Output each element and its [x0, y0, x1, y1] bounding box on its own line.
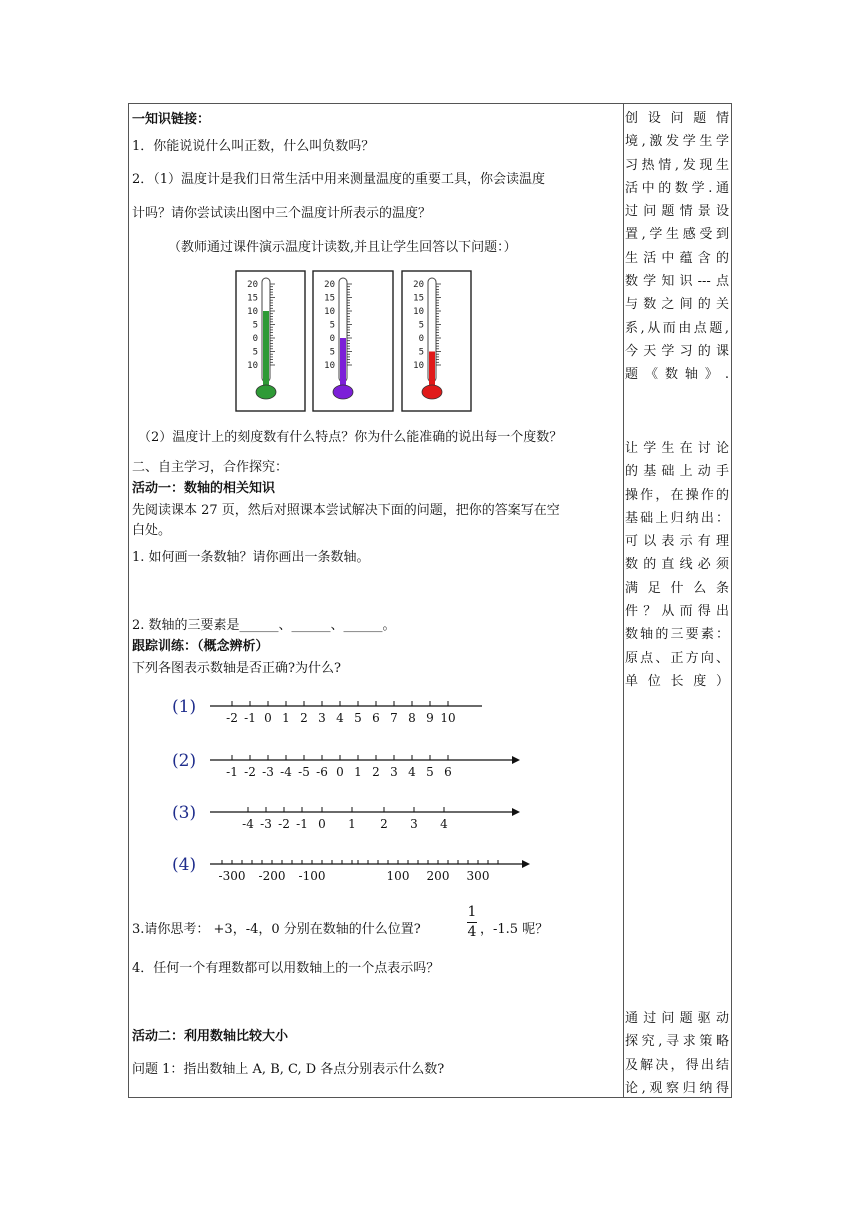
thermometer-bulb	[333, 385, 353, 399]
numline-tick-label: 2	[380, 817, 388, 831]
teacher-note: （教师通过课件演示温度计读数,并且让学生回答以下问题：）	[168, 240, 517, 255]
numline-tick-label: -2	[278, 817, 290, 831]
side-note-line: 原点、正方向、	[625, 650, 729, 666]
thermometer-scale-label: 5	[252, 320, 258, 331]
numline-tick-label: 1	[348, 817, 356, 831]
side-note-line: 通过问题驱动	[625, 1011, 729, 1026]
numline-tick-label: -6	[316, 765, 328, 779]
tracking-question: 下列各图表示数轴是否正确?为什么?	[132, 661, 341, 676]
thermometer-green	[235, 270, 306, 412]
numline-3	[162, 798, 522, 836]
numline-tick-label: 5	[426, 765, 434, 779]
numline-tick-label: 1	[354, 765, 362, 779]
thermometer-scale-label: 0	[418, 334, 424, 344]
side-note-line: 数学知识---点	[625, 274, 729, 290]
fraction-numerator: 1	[467, 904, 477, 920]
numline-tick-label: 200	[426, 869, 450, 883]
side-note-line: 及解决，得出结	[625, 1057, 729, 1073]
side-note-line: 的基础上动手	[625, 464, 729, 480]
numline-tick-label: -1	[244, 711, 256, 725]
side-note-line: 过问题情景设	[625, 204, 729, 220]
thermometer-scale-label: 5	[252, 347, 258, 358]
numline-tick-label: -3	[260, 817, 272, 831]
side-note-2	[625, 437, 729, 693]
read-instruction-line2: 白处。	[132, 523, 172, 538]
activity1-title: 活动一：数轴的相关知识	[132, 481, 276, 496]
fraction-one-quarter	[467, 904, 477, 941]
numline-arrow	[522, 860, 530, 868]
thermometer-scale-label: 10	[413, 361, 424, 371]
side-note-line: 今天学习的课	[625, 343, 729, 359]
numline-tick-label: -2	[226, 711, 238, 725]
side-note-line: 探究,寻求策略	[625, 1034, 729, 1050]
numline-tick-label: -2	[244, 765, 256, 779]
side-note-line: 可以表示有理	[625, 534, 729, 550]
side-note-line: 操作，在操作的	[625, 487, 729, 503]
numline-tick-label: -4	[242, 817, 254, 831]
numline-arrow	[512, 756, 520, 764]
thermometer-scale-label: 10	[324, 307, 335, 317]
thermometer-scale-label: 10	[413, 307, 424, 317]
numline-tick-label: -300	[218, 869, 246, 883]
numline-label: (2)	[172, 751, 197, 771]
question-3-suffix: ，-1.5 呢？	[480, 922, 549, 937]
thermometer-scale-label: 20	[413, 280, 424, 290]
thermometer-scale-label: 20	[324, 280, 335, 290]
numline-label: (1)	[172, 697, 197, 717]
numline-label: (3)	[172, 803, 197, 823]
side-note-line: 习热情,发现生	[625, 157, 729, 173]
numline-tick-label: 9	[426, 711, 434, 725]
section2-title: 二、自主学习，合作探究：	[132, 460, 289, 475]
thermometer-scale-label: 15	[324, 293, 335, 304]
lesson-table	[128, 103, 732, 1098]
main-column	[132, 104, 620, 1097]
numline-tick-label: 300	[466, 869, 490, 883]
tracking-title: 跟踪训练：（概念辨析）	[132, 639, 269, 654]
numline-tick-label: 3	[318, 711, 326, 725]
thermometer-scale-label: 15	[247, 293, 258, 304]
thermometer-scale-label: 20	[247, 280, 258, 290]
side-note-line: 与数之间的关	[625, 297, 729, 313]
fraction-denominator: 4	[467, 924, 477, 940]
side-note-line: 满足什么条	[625, 580, 729, 596]
activity1-question1: 1. 如何画一条数轴？请你画出一条数轴。	[132, 550, 370, 565]
thermometer-liquid	[429, 352, 435, 389]
side-note-line: 置,学生感受到	[625, 227, 729, 243]
numline-tick-label: 100	[386, 869, 410, 883]
numline-tick-label: 7	[390, 711, 398, 725]
numline-tick-label: 3	[390, 765, 398, 779]
thermometer-scale-label: 5	[418, 347, 424, 358]
numline-tick-label: 6	[444, 765, 452, 779]
question-3-text: 3.请你思考： +3，-4，0 分别在数轴的什么位置?	[132, 922, 421, 937]
numline-arrow	[512, 808, 520, 816]
activity1-question2: 2. 数轴的三要素是______、______、______。	[132, 618, 396, 633]
side-note-line: 生活中蕴含的	[625, 250, 729, 266]
thermometer-scale-label: 10	[247, 307, 258, 317]
numline-tick-label: 2	[372, 765, 380, 779]
thermometer-scale-label: 5	[418, 320, 424, 331]
side-note-line: 基础上归纳出：	[625, 510, 729, 526]
thermometer-bulb	[422, 385, 442, 399]
numline-1	[162, 692, 522, 726]
read-instruction-line1: 先阅读课本 27 页，然后对照课本尝试解决下面的问题，把你的答案写在空	[132, 503, 560, 518]
side-note-1	[625, 107, 729, 387]
side-note-line: 单位长度）	[625, 673, 729, 689]
thermometer-liquid	[340, 338, 346, 388]
numline-tick-label: 4	[440, 817, 448, 831]
side-note-line: 论,观察归纳得	[625, 1080, 729, 1096]
numline-4	[162, 850, 532, 890]
question-4: 4．任何一个有理数都可以用数轴上的一个点表示吗？	[132, 961, 440, 976]
thermometer-scale-label: 0	[252, 334, 258, 344]
numline-label: (4)	[172, 855, 197, 875]
numline-tick-label: 0	[318, 817, 326, 831]
side-column	[625, 104, 730, 1097]
thermometer-scale-label: 15	[413, 293, 424, 304]
numline-tick-label: 4	[336, 711, 344, 725]
numline-tick-label: -1	[226, 765, 238, 779]
thermometer-bulb	[256, 385, 276, 399]
side-note-line: 数的直线必须	[625, 557, 729, 573]
numline-tick-label: -5	[298, 765, 310, 779]
side-note-line: 活中的数学.通	[625, 180, 729, 196]
numline-tick-label: 4	[408, 765, 416, 779]
numline-tick-label: -3	[262, 765, 274, 779]
thermometer-scale-label: 10	[324, 361, 335, 371]
fraction-bar	[467, 922, 477, 923]
side-note-line: 境,激发学生学	[625, 134, 729, 150]
side-note-line: 题《数轴》.	[625, 367, 729, 383]
question-2-part2: （2）温度计上的刻度数有什么特点？你为什么能准确的说出每一个度数？	[138, 430, 563, 445]
side-note-line: 创设问题情	[625, 111, 729, 126]
question-1: 1．你能说说什么叫正数，什么叫负数吗？	[132, 139, 375, 154]
side-note-3	[625, 1007, 729, 1100]
numline-tick-label: -100	[298, 869, 326, 883]
question-2-line1: 2．（1）温度计是我们日常生活中用来测量温度的重要工具，你会读温度	[132, 172, 546, 187]
thermometer-scale-label: 0	[329, 334, 335, 344]
numline-tick-label: 3	[410, 817, 418, 831]
side-note-line: 数轴的三要素：	[625, 627, 729, 643]
side-note-line: 让学生在讨论	[625, 441, 729, 456]
numline-tick-label: 0	[336, 765, 344, 779]
side-note-line: 件？从而得出	[625, 604, 729, 620]
numline-tick-label: -1	[296, 817, 308, 831]
problem-1: 问题 1：指出数轴上 A, B, C, D 各点分别表示什么数?	[132, 1062, 445, 1077]
question-2-line2: 计吗？请你尝试读出图中三个温度计所表示的温度？	[132, 206, 432, 221]
thermometer-scale-label: 5	[329, 347, 335, 358]
section1-title: 一知识链接：	[132, 112, 211, 127]
numline-tick-label: 10	[440, 711, 456, 725]
numline-tick-label: 6	[372, 711, 380, 725]
thermometer-scale-label: 5	[329, 320, 335, 331]
numline-tick-label: 0	[264, 711, 272, 725]
numline-tick-label: -200	[258, 869, 286, 883]
activity2-title: 活动二：利用数轴比较大小	[132, 1029, 289, 1044]
numline-tick-label: 1	[282, 711, 290, 725]
thermometer-red	[401, 270, 472, 412]
thermometer-liquid	[263, 311, 269, 388]
thermometer-scale-label: 10	[247, 361, 258, 371]
numline-tick-label: 8	[408, 711, 416, 725]
numline-tick-label: -4	[280, 765, 292, 779]
numline-tick-label: 5	[354, 711, 362, 725]
numline-2	[162, 746, 522, 784]
column-divider	[623, 104, 624, 1097]
thermometer-purple	[312, 270, 394, 412]
numline-tick-label: 2	[300, 711, 308, 725]
side-note-line: 系,从而由点题,	[625, 320, 729, 336]
